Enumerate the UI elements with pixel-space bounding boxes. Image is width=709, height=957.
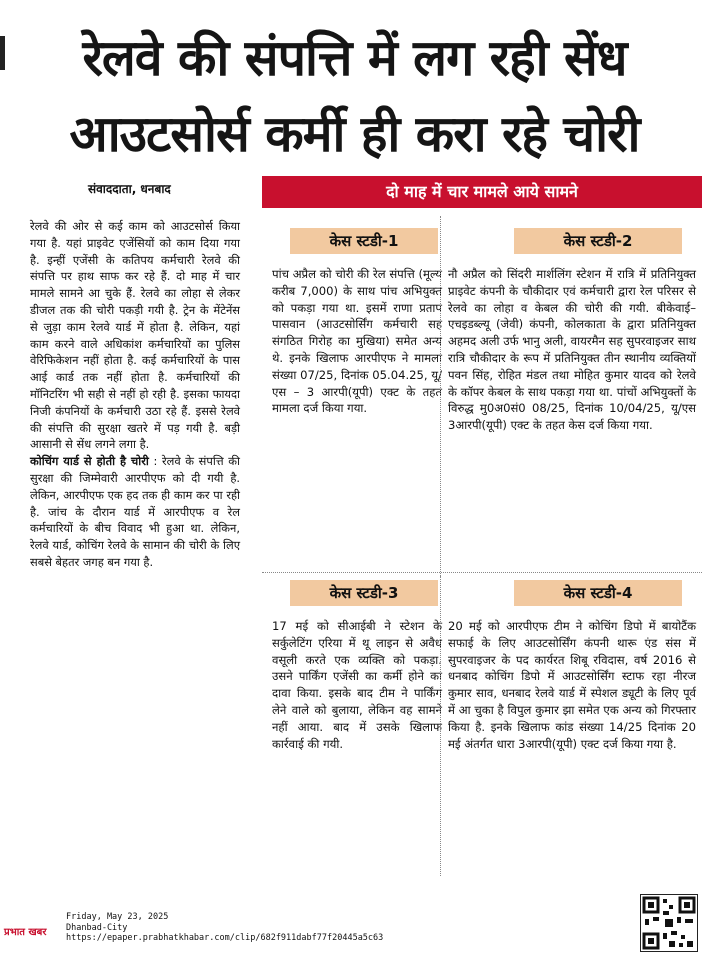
body-paragraph-2-text: : रेलवे के संपत्ति की सुरक्षा की जिम्मेवारी आरपीएफ को दी गयी है. लेकिन, आरपीएफ एक हद तक ही काम कर पा रही है. जांच के दौरान यार्ड में आरपीएफ व रेल कर्मचारियों के बीच विवाद भी हुआ था. लेकिन, रेलवे यार्ड, कोचिंग रेलवे के सामान की चोरी के लिए सबसे बेहतर जगह बन गया है. (30, 454, 240, 569)
row-divider (262, 572, 702, 573)
box-header: दो माह में चार मामले आये सामने (262, 176, 702, 208)
clip-url[interactable]: https://epaper.prabhatkhabar.com/clip/682f911dabf77f20445a5c63 (66, 933, 384, 943)
case-study-2-label: केस स्टडी-2 (514, 228, 682, 254)
left-column (30, 218, 240, 571)
case-study-4-text: 20 मई को आरपीएफ टीम ने कोचिंग डिपो में बायोटैंक सफाई के लिए आउटसोर्सिंग कंपनी थारू एंड संस में सुपरवाइजर के पद कार्यरत शिबू रविदास, वर्ष 2016 से धनबाद कोचिंग डिपो में आउटसोर्सिंग स्टाफ रहा नीरज कुमार साव, धनबाद रेलवे यार्ड में स्पेशल ड्यूटी के लिए पूर्व में आ चुका है विपुल कुमार झा समेत एक अन्य को गिरफ्तार किया है. इनके खिलाफ कांड संख्या 14/25 दिनांक 20 मई अंतर्गत धारा 3आरपी(यूपी) एक्ट दर्ज किया गया है. (448, 619, 696, 751)
case-study-3-label: केस स्टडी-3 (290, 580, 438, 606)
qr-code-icon (640, 894, 698, 952)
headline-line-1: रेलवे की संपत्ति में लग रही सेंध (82, 29, 627, 87)
footer (4, 910, 704, 956)
body-paragraph-2 (30, 453, 240, 571)
byline: संवाददाता, धनबाद (88, 182, 171, 196)
column-divider-bottom (440, 576, 441, 876)
case-study-1-text: पांच अप्रैल को चोरी की रेल संपत्ति (मूल्य करीब 7,000) के साथ पांच अभियुक्त को पकड़ा गया था. इसमें राणा प्रताप पासवान (आउटसोर्सिंग कर्मचारी सह संगठित गिरोह का मुखिया) समेत अन्य थे. इनके खिलाफ आरपीएफ ने मामला संख्या 07/25, दिनांक 05.04.25, यू/एस – 3 आरपी(यूपी) एक्ट के तहत मामला दर्ज किया गया. (272, 267, 442, 416)
case-study-4-label: केस स्टडी-4 (514, 580, 682, 606)
case-study-2-text: नौ अप्रैल को सिंदरी मार्शलिंग स्टेशन में रात्रि में प्रतिनियुक्त प्राइवेट कंपनी के चौकीदार एवं कर्मचारी द्वारा रेल परिसर से रेलवे का लोहा व केबल की चोरी की गयी. बीकेवाई–एचइडब्ल्यू (जेवी) कंपनी, कोलकाता के द्वारा प्रतिनियुक्त अहमद अली उर्फ भानु अली, वायरमैन सह सुपरवाइजर साथ रात्रि चौकीदार के रूप में प्रतिनियुक्त तीन स्थानीय व्यक्तियों पवन सिंह, रोहित मंडल तथा मोहित कुमार यादव को रेलवे के कॉपर केबल के साथ पकड़ा गया था. पांचों अभियुक्तों के विरुद्ध मु0अ0सं0 08/25, दिनांक 10/04/25, यू/एस 3आरपी(यूपी) एक्ट के तहत केस दर्ज किया गया. (448, 267, 696, 433)
case-study-1-label: केस स्टडी-1 (290, 228, 438, 254)
clip-date: Friday, May 23, 2025 (66, 912, 169, 922)
column-divider-top (440, 216, 441, 576)
clip-edition: Dhanbad-City (66, 922, 128, 933)
clip-metadata (66, 912, 383, 944)
body-paragraph-1: रेलवे की ओर से कई काम को आउटसोर्स किया गया है. यहां प्राइवेट एजेंसियों को काम दिया गया है. इन्हीं एजेंसी के कतिपय कर्मचारी रेलवे की संपत्ति पर हाथ साफ कर रहे हैं. दो माह में चार मामले सामने आ चुके हैं. रेलवे का लोहा से लेकर डीजल तक की चोरी पकड़ी गयी है. ट्रेन के मेंटेनेंस से जुड़ा काम रेलवे यार्ड में होता है. लेकिन, यहां काम करने वाले अधिकांश कर्मचारियों का पुलिस वेरिफिकेशन नहीं होता है. कई कर्मचारियों के पास आई कार्ड तक नहीं होता है. कर्मचारियों की मॉनिटरिंग भी सही से नहीं हो रही है. इसका फायदा निजी कंपनियों के कर्मचारी उठा रहे हैं. इससे रेलवे की संपत्ति की सुरक्षा खतरे में पड़ गयी है. बड़ी आसानी से सेंध लगने लगा है. (30, 219, 240, 452)
subhead: कोचिंग यार्ड से होती है चोरी (30, 454, 149, 469)
case-study-box (262, 176, 709, 894)
case-study-3-text: 17 मई को सीआईबी ने स्टेशन के सर्कुलेटिंग एरिया में थू लाइन से अवैध वसूली करते एक व्यक्ति को पकड़ा. उसने पार्किंग एजेंसी का कर्मी होने का दावा किया. इसके बाद टीम ने पार्किंग लेने वाले को बुलाया, लेकिन वह सामने नहीं आया. बाद में उसके खिलाफ कार्रवाई की गयी. (272, 619, 442, 751)
publication-logo: प्रभात खबर (4, 927, 47, 938)
headline-line-2: आउटसोर्स कर्मी ही करा रहे चोरी (69, 105, 640, 163)
